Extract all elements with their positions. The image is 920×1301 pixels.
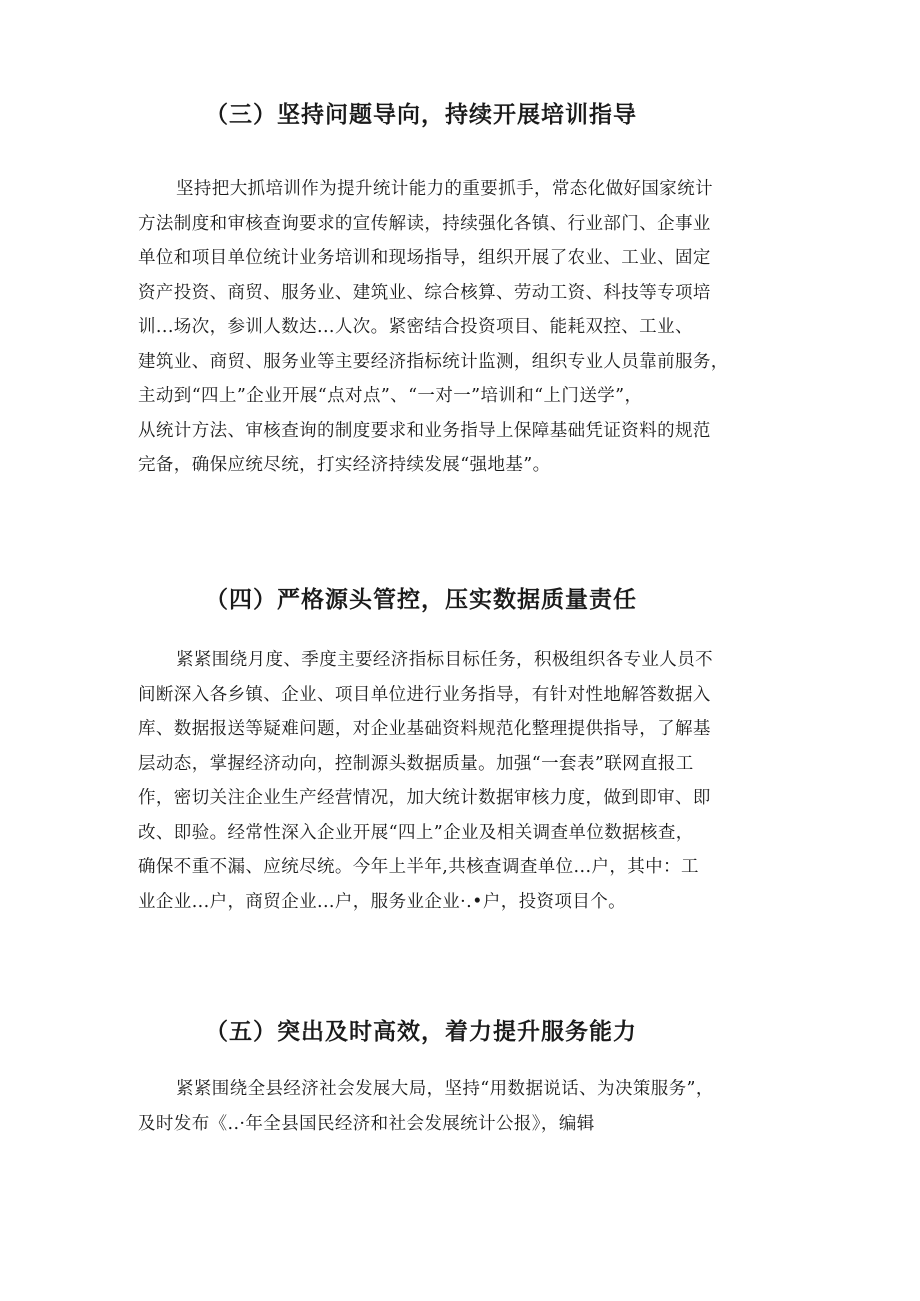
text-line: 间断深入各乡镇、企业、项目单位进行业务指导，有针对性地解答数据入 xyxy=(138,684,711,705)
text-line: 方法制度和审核查询要求的宣传解读，持续强化各镇、行业部门、企事业 xyxy=(138,213,711,234)
text-line: 完备，确保应统尽统，打实经济持续发展“强地基”。 xyxy=(138,455,551,475)
text-line: 业企业...户，商贸企业...户，服务业企业·.•户，投资项目个。 xyxy=(138,891,627,912)
section-heading-5: （五）突出及时高效，着力提升服务能力 xyxy=(205,1018,637,1045)
text-line: 改、即验。经常性深入企业开展“四上”企业及相关调查单位数据核查， xyxy=(138,822,694,843)
text-line: 坚持把大抓培训作为提升统计能力的重要抓手，常态化做好国家统计 xyxy=(176,179,713,199)
text-line: 紧紧围绕全县经济社会发展大局，坚持“用数据说话、为决策服务”， xyxy=(176,1079,714,1099)
text-line: 及时发布《..·年全县国民经济和社会发展统计公报》，编辑 xyxy=(138,1113,595,1134)
text-line: 确保不重不漏、应统尽统。今年上半年,共核查调查单位...户，其中：工 xyxy=(138,857,699,877)
text-line: 紧紧围绕月度、季度主要经济指标目标任务，积极组织各专业人员不 xyxy=(176,650,713,670)
text-line: 建筑业、商贸、服务业等主要经济指标统计监测，组织专业人员靠前服务， xyxy=(138,351,729,372)
text-line: 单位和项目单位统计业务培训和现场指导，组织开展了农业、工业、固定 xyxy=(138,248,711,268)
text-line: 资产投资、商贸、服务业、建筑业、综合核算、劳动工资、科技等专项培 xyxy=(138,282,711,303)
text-line: 训...场次，参训人数达...人次。紧密结合投资项目、能耗双控、工业、 xyxy=(138,317,693,337)
section-body-3 xyxy=(138,172,802,483)
text-line: 主动到“四上”企业开展“点对点”、“一对一”培训和“上门送学”， xyxy=(138,386,643,406)
section-heading-4: （四）严格源头管控，压实数据质量责任 xyxy=(205,586,637,613)
text-line: 作，密切关注企业生产经营情况，加大统计数据审核力度，做到即审、即 xyxy=(138,788,711,808)
section-body-4 xyxy=(138,643,802,919)
text-line: 层动态，掌握经济动向，控制源头数据质量。加强“一套表”联网直报工 xyxy=(138,753,694,774)
section-heading-3: （三）坚持问题导向，持续开展培训指导 xyxy=(205,101,637,128)
text-line: 库、数据报送等疑难问题，对企业基础资料规范化整理提供指导，了解基 xyxy=(138,719,711,739)
text-line: 从统计方法、审核查询的制度要求和业务指导上保障基础凭证资料的规范 xyxy=(138,420,711,441)
section-body-5 xyxy=(138,1072,802,1141)
